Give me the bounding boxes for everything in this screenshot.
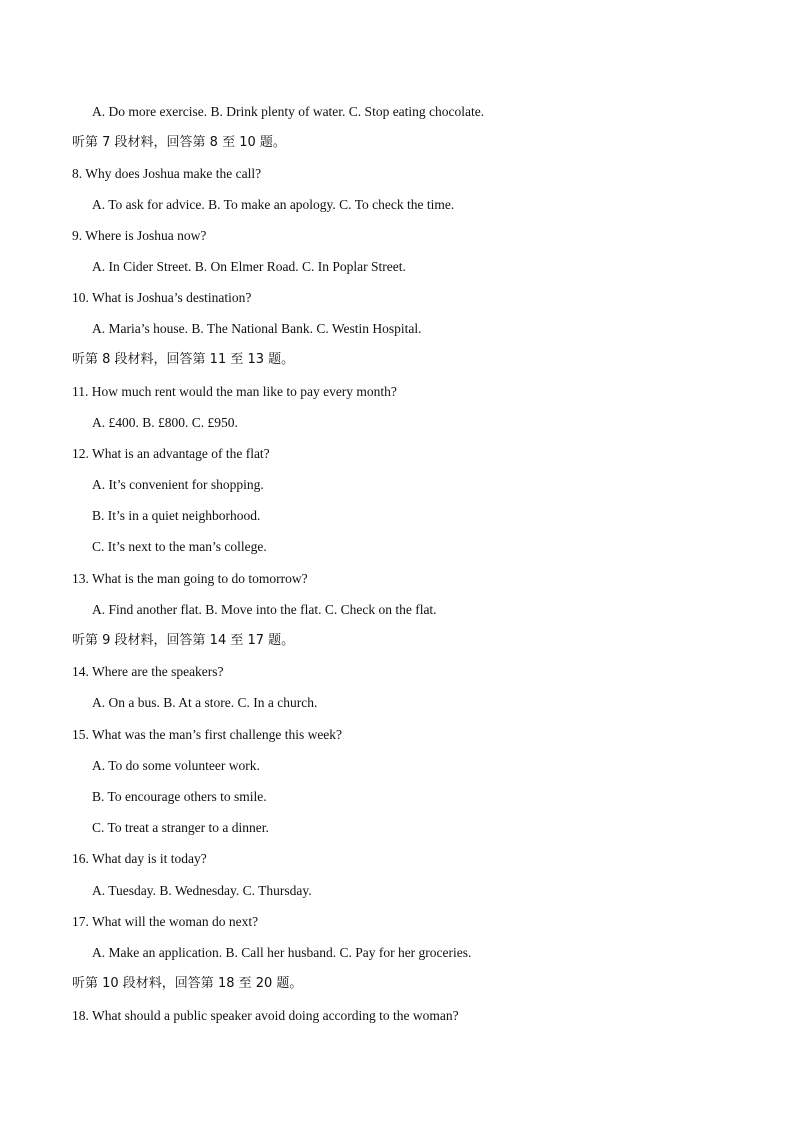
options-q14: A. On a bus. B. At a store. C. In a church. bbox=[92, 695, 318, 710]
option-q12-b: B. It’s in a quiet neighborhood. bbox=[92, 508, 261, 523]
options-q10: A. Maria’s house. B. The National Bank. C. Westin Hospital. bbox=[92, 321, 422, 336]
options-q16: A. Tuesday. B. Wednesday. C. Thursday. bbox=[92, 883, 312, 898]
question-8: 8. Why does Joshua make the call? bbox=[72, 166, 262, 181]
options-q13: A. Find another flat. B. Move into the flat. C. Check on the flat. bbox=[92, 602, 437, 617]
question-12: 12. What is an advantage of the flat? bbox=[72, 446, 270, 461]
options-q8: A. To ask for advice. B. To make an apology. C. To check the time. bbox=[92, 197, 455, 212]
section-heading-7: 听第 7 段材料，回答第 8 至 10 题。 bbox=[72, 135, 286, 150]
question-9: 9. Where is Joshua now? bbox=[72, 228, 207, 243]
question-15: 15. What was the man’s first challenge this week? bbox=[72, 727, 343, 742]
question-11: 11. How much rent would the man like to pay every month? bbox=[72, 384, 397, 399]
options-q9: A. In Cider Street. B. On Elmer Road. C. In Poplar Street. bbox=[92, 259, 406, 274]
options-q7: A. Do more exercise. B. Drink plenty of water. C. Stop eating chocolate. bbox=[92, 104, 485, 119]
option-q15-a: A. To do some volunteer work. bbox=[92, 758, 260, 773]
question-16: 16. What day is it today? bbox=[72, 851, 207, 866]
question-18: 18. What should a public speaker avoid doing according to the woman? bbox=[72, 1008, 459, 1023]
question-10: 10. What is Joshua’s destination? bbox=[72, 290, 252, 305]
question-13: 13. What is the man going to do tomorrow? bbox=[72, 571, 308, 586]
question-14: 14. Where are the speakers? bbox=[72, 664, 224, 679]
question-17: 17. What will the woman do next? bbox=[72, 914, 259, 929]
option-q12-c: C. It’s next to the man’s college. bbox=[92, 539, 267, 554]
option-q12-a: A. It’s convenient for shopping. bbox=[92, 477, 264, 492]
section-heading-9: 听第 9 段材料，回答第 14 至 17 题。 bbox=[72, 633, 295, 648]
options-q17: A. Make an application. B. Call her husband. C. Pay for her groceries. bbox=[92, 945, 472, 960]
section-heading-10: 听第 10 段材料，回答第 18 至 20 题。 bbox=[72, 976, 303, 991]
section-heading-8: 听第 8 段材料，回答第 11 至 13 题。 bbox=[72, 352, 295, 367]
option-q15-b: B. To encourage others to smile. bbox=[92, 789, 267, 804]
option-q15-c: C. To treat a stranger to a dinner. bbox=[92, 820, 269, 835]
options-q11: A. £400. B. £800. C. £950. bbox=[92, 415, 238, 430]
